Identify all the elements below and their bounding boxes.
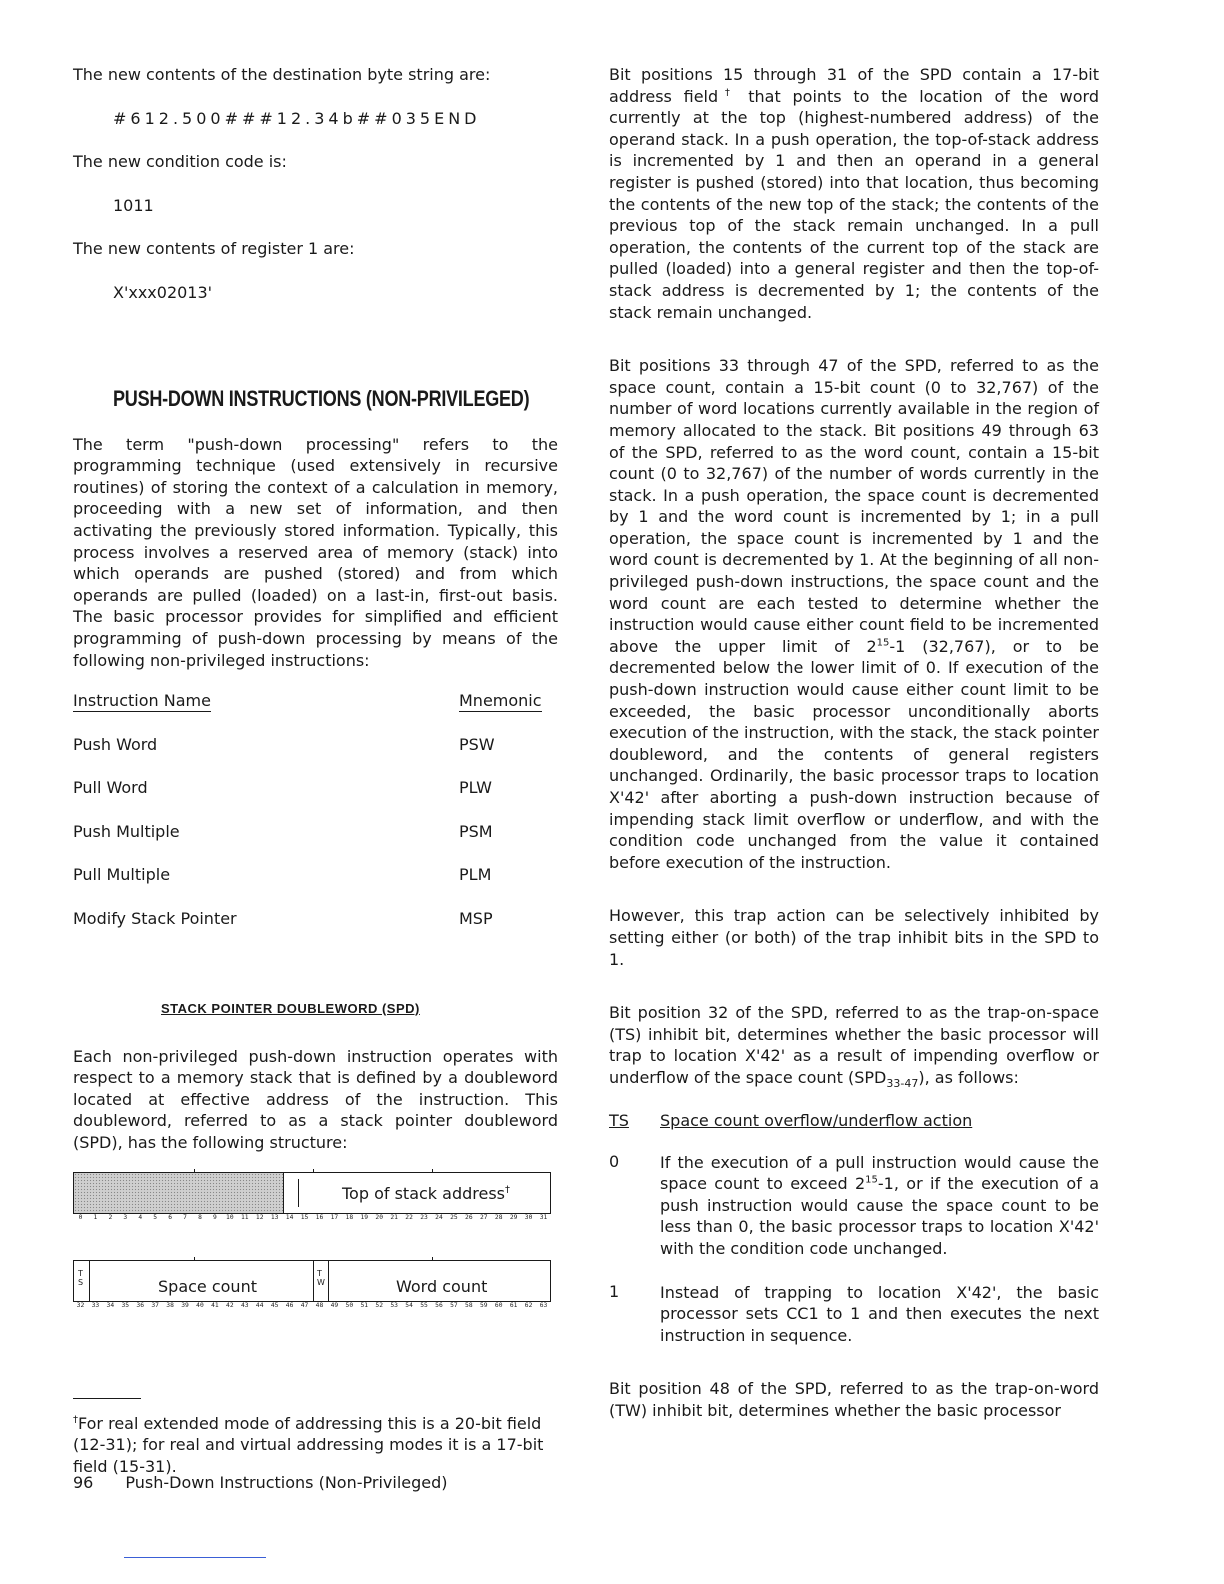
action-column-header: Space count overflow/underflow action: [660, 1110, 973, 1130]
bit-number: 43: [240, 1301, 249, 1309]
bit-number: 57: [450, 1301, 458, 1309]
bit-number: 38: [166, 1301, 174, 1309]
bit-number: 35: [121, 1301, 130, 1309]
bit-number: 0: [78, 1213, 83, 1221]
table-row: [73, 778, 551, 822]
bit-number: 12: [255, 1213, 264, 1221]
col-mnemonic: Mnemonic: [459, 691, 542, 711]
bit-number: 19: [360, 1213, 369, 1221]
footnote-rule: [73, 1398, 141, 1399]
bit-numbers-32-63: [73, 1302, 551, 1312]
instruction-name: Modify Stack Pointer: [73, 909, 237, 929]
bit-number: 60: [494, 1301, 503, 1309]
bit-number: 13: [270, 1213, 279, 1221]
space-count-field: Space count: [158, 1276, 257, 1296]
table-row: [73, 735, 551, 779]
instruction-name: Push Word: [73, 734, 158, 754]
bit-number: 3: [123, 1213, 128, 1221]
ts-column-header: TS: [609, 1110, 629, 1130]
table-row: [73, 822, 551, 866]
reserved-field: [74, 1173, 283, 1213]
instruction-mnemonic: PLW: [459, 778, 492, 798]
cc-intro: The new condition code is:: [73, 152, 287, 172]
bit-number: 50: [345, 1301, 354, 1309]
bit-number: 15: [300, 1213, 309, 1221]
bit-number: 37: [151, 1301, 159, 1309]
subsection-paragraph: Each non-privileged push-down instruction operates with respect to a memory stack that is defined by a doubleword located at effective address of the instruction. This doubleword, referred to as a stack pointer doubleword (SPD), has the following structure:: [73, 1046, 558, 1153]
bit-number: 45: [270, 1301, 279, 1309]
bit-number: 2: [108, 1213, 113, 1221]
bit-number: 32: [76, 1301, 85, 1309]
page-footer: [73, 1473, 448, 1492]
bit-number: 30: [524, 1213, 533, 1221]
right-column: [609, 64, 1099, 1421]
footnote: †For real extended mode of addressing this is a 20-bit field (12-31); for real and virtual addressing modes it is a 17-bit field (15-31).: [73, 1413, 544, 1476]
running-title: Push-Down Instructions (Non-Privileged): [125, 1473, 448, 1492]
ts-table-header: [609, 1111, 1099, 1130]
bit-number: 51: [360, 1301, 369, 1309]
bit-number: 23: [420, 1213, 428, 1221]
spd-address-paragraph: Bit positions 15 through 31 of the SPD contain a 17-bit address field† that points to the location of the word currently at the top (highest-numbered address) of the operand stack. In a push operation, the top-of-stack address is incremented by 1 and then an operand in a general register is pushed (stored) into that location, thus becoming the contents of the new top of the stack; the contents of the previous top of the stack remain unchanged. In a pull operation, the contents of the current top of the stack are pulled (loaded) into a general register and then the top-of-stack address is decremented by 1; the contents of the stack remain unchanged.: [609, 65, 1099, 322]
bit-number: 31: [539, 1213, 548, 1221]
bit-number: 8: [198, 1213, 202, 1221]
section-paragraph: The term "push-down processing" refers to the programming technique (used extensively in recursive routines) of storing the context of a calculation in memory, proceeding with a new set of information, and then activating the previously stored information. Typically, this process involves a reserved area of memory (stack) into which operands are pushed (stored) and from which operands are pulled (loaded) on a last-in, first-out basis. The basic processor provides for simplified and efficient programming of push-down processing by means of the following non-privileged instructions:: [73, 434, 558, 670]
ts-value: 0: [609, 1151, 620, 1171]
reg-intro: The new contents of register 1 are:: [73, 239, 355, 259]
bit-number: 36: [136, 1301, 145, 1309]
bit-number: 1: [93, 1213, 98, 1221]
bit-number: 20: [375, 1213, 384, 1221]
bit-number: 21: [390, 1213, 398, 1221]
bit-number: 41: [211, 1301, 219, 1309]
bit-number: 55: [420, 1301, 428, 1309]
bit-number: 27: [479, 1213, 488, 1221]
ts-value: 1: [609, 1281, 620, 1301]
scan-blue-rule: [124, 1557, 266, 1558]
dest-value: #612.500###12.34b##035END: [113, 108, 481, 128]
bit-number: 49: [330, 1301, 339, 1309]
bit-number: 53: [390, 1301, 398, 1309]
bit-number: 59: [479, 1301, 488, 1309]
reg-value: X'xxx02013': [113, 282, 213, 302]
top-of-stack-field: Top of stack address†: [342, 1183, 511, 1203]
ts-table-row: [609, 1152, 1099, 1260]
section-title: PUSH-DOWN INSTRUCTIONS (NON-PRIVILEGED): [113, 385, 530, 411]
instruction-mnemonic: PSW: [459, 734, 495, 754]
bit-number: 44: [255, 1301, 264, 1309]
bit-number: 5: [153, 1213, 158, 1221]
bit-number: 46: [285, 1301, 294, 1309]
ts-action: If the execution of a pull instruction would cause the space count to exceed $2^{15}-1$, or if the execution of a push instruction would cause the space count to be less than 0, the basic processor traps to location X'42' with the condition code unchanged.: [660, 1152, 1099, 1258]
bit-number: 29: [509, 1213, 518, 1221]
ts-action: Instead of trapping to location X'42', the basic processor sets CC1 to 1 and then executes the next instruction in sequence.: [660, 1282, 1099, 1345]
left-column: [73, 64, 558, 1477]
tw-bit-paragraph: Bit position 48 of the SPD, referred to as the trap-on-word (TW) inhibit bit, determines whether the basic processor: [609, 1379, 1099, 1420]
ts-bit-label: T S: [78, 1268, 84, 1287]
bit-number: 42: [226, 1301, 234, 1309]
bit-number: 17: [330, 1213, 339, 1221]
instruction-name: Pull Multiple: [73, 865, 171, 885]
bit-number: 62: [524, 1301, 533, 1309]
spd-word-1-register: [73, 1260, 551, 1302]
bit-number: 28: [494, 1213, 503, 1221]
cc-value: 1011: [113, 195, 154, 215]
instruction-table: [73, 691, 551, 953]
ts-table-row: [609, 1282, 1099, 1347]
bit-number: 56: [435, 1301, 443, 1309]
bit-number: 22: [405, 1213, 413, 1221]
bit-numbers-0-31: [73, 1214, 551, 1224]
instruction-name: Pull Word: [73, 778, 148, 798]
spd-word-0-diagram: [73, 1172, 558, 1224]
bit-number: 9: [213, 1213, 217, 1221]
bit-number: 10: [226, 1213, 234, 1221]
bit-number: 40: [196, 1301, 204, 1309]
bit-number: 7: [183, 1213, 187, 1221]
instruction-mnemonic: MSP: [459, 909, 493, 929]
spd-word-1-diagram: [73, 1260, 558, 1312]
bit-number: 6: [168, 1213, 172, 1221]
footnote-dagger: †: [73, 1414, 78, 1426]
bit-number: 39: [181, 1301, 189, 1309]
table-row: [73, 865, 551, 909]
bit-number: 54: [405, 1301, 413, 1309]
bit-number: 33: [91, 1301, 100, 1309]
bit-number: 63: [539, 1301, 548, 1309]
bit-number: 26: [465, 1213, 473, 1221]
bit-number: 16: [315, 1213, 324, 1221]
bit-number: 24: [435, 1213, 443, 1221]
instruction-table-header: [73, 691, 551, 735]
dest-intro: The new contents of the destination byte string are:: [73, 65, 491, 84]
col-instruction-name: Instruction Name: [73, 691, 211, 711]
bit-number: 34: [106, 1301, 115, 1309]
instruction-mnemonic: PLM: [459, 865, 492, 885]
subsection-title: STACK POINTER DOUBLEWORD (SPD): [161, 1000, 420, 1016]
bit-number: 4: [138, 1213, 143, 1221]
table-row: [73, 909, 551, 953]
instruction-name: Push Multiple: [73, 821, 180, 841]
bit-number: 58: [465, 1301, 473, 1309]
ts-bit-paragraph: Bit position 32 of the SPD, referred to as the trap-on-space (TS) inhibit bit, determines whether the basic processor will trap to location X'42' as a result of impending overflow or underflow of the space count $(SPD_{33-47})$, as follows:: [609, 1003, 1099, 1091]
bit-number: 52: [375, 1301, 384, 1309]
spd-count-paragraph: Bit positions 33 through 47 of the SPD, referred to as the space count, contain a 15-bit count (0 to 32,767) of the number of word locations currently available in the region of memory allocated to the stack. Bit positions 49 through 63 of the SPD, referred to as the word count, contain a 15-bit count (0 to 32,767) of the number of words currently in the stack. In a push operation, the space count is decremented by 1 and the word count is incremented by 1; in a pull operation, the space count is incremented by 1 and the word count is decremented by 1. At the beginning of all non-privileged push-down instructions, the space count and the word count are each tested to determine whether the instruction would cause either count field to be incremented above the upper limit of $2^{15}-1$ (32,767), or to be decremented below the lower limit of 0. If execution of the push-down instruction would cause either count limit to be exceeded, the basic processor unconditionally aborts execution of the instruction, with the stack, the stack pointer doubleword, and the contents of general registers unchanged. Ordinarily, the basic processor traps to location X'42' after aborting a push-down instruction because of impending stack limit overflow or underflow, and with the condition code unchanged from the value it contained before execution of the instruction.: [609, 356, 1100, 872]
bit-number: 47: [300, 1301, 309, 1309]
word-count-field: Word count: [396, 1276, 488, 1296]
tw-bit-label: T W: [317, 1268, 325, 1287]
trap-inhibit-paragraph: However, this trap action can be selectively inhibited by setting either (or both) of the trap inhibit bits in the SPD to 1.: [609, 906, 1099, 969]
bit-number: 18: [345, 1213, 354, 1221]
bit-number: 11: [240, 1213, 249, 1221]
bit-number: 48: [315, 1301, 324, 1309]
bit-number: 14: [285, 1213, 294, 1221]
bit-number: 25: [450, 1213, 458, 1221]
bit-number: 61: [509, 1301, 518, 1309]
spd-word-0-register: [73, 1172, 551, 1214]
instruction-mnemonic: PSM: [459, 821, 493, 841]
page-number: 96: [73, 1473, 94, 1492]
